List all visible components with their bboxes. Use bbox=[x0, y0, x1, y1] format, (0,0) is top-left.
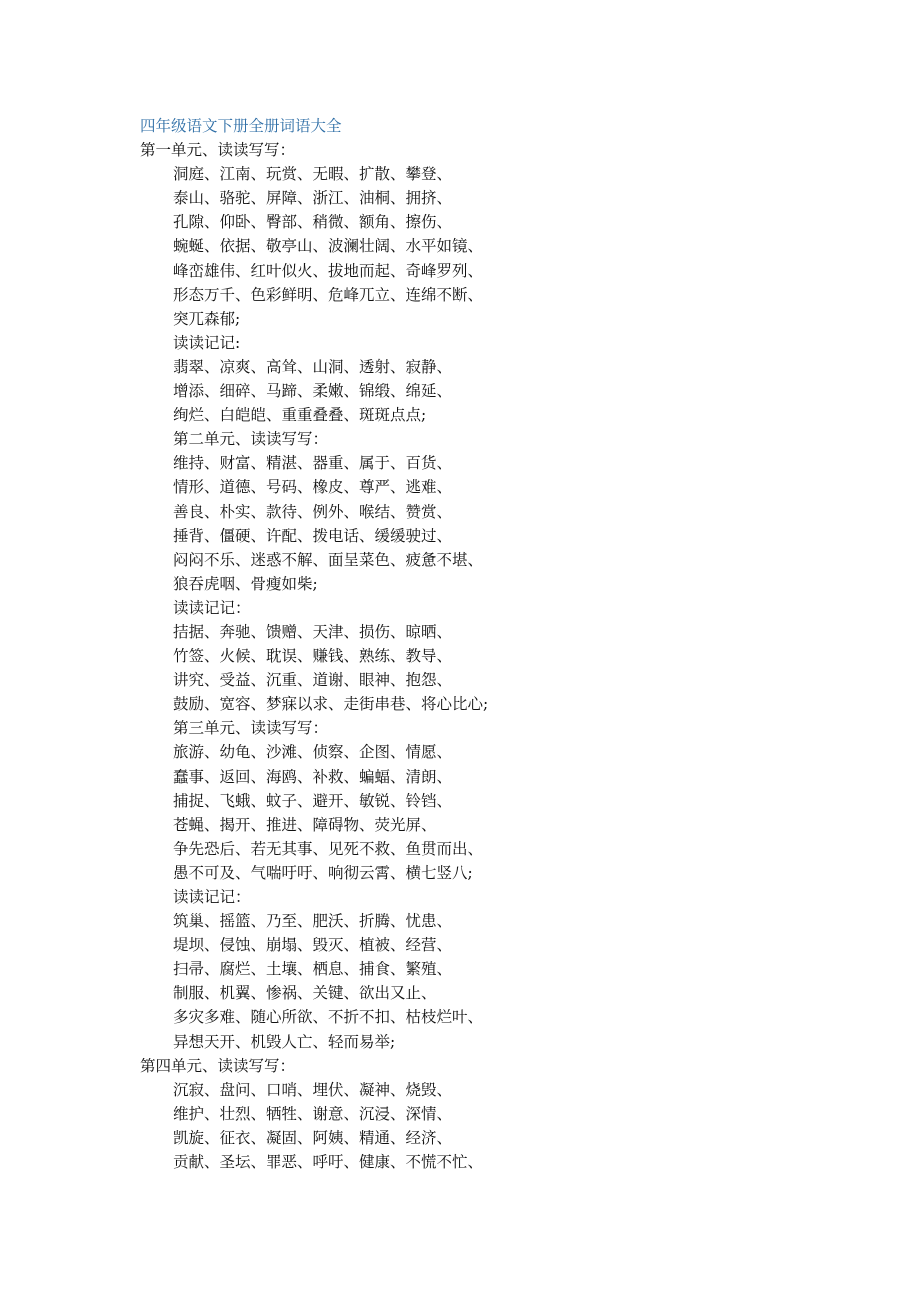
text-line: 旅游、幼龟、沙滩、侦察、企图、情愿、 bbox=[173, 743, 453, 762]
text-line: 第四单元、读读写写： bbox=[140, 1056, 296, 1075]
text-line: 读读记记： bbox=[173, 598, 251, 617]
text-line: 突兀森郁; bbox=[173, 309, 241, 328]
text-line: 蠢事、返回、海鸥、补救、蝙蝠、清朗、 bbox=[173, 767, 453, 786]
text-line: 筑巢、摇篮、乃至、肥沃、折腾、忧患、 bbox=[173, 912, 453, 931]
text-line: 情形、道德、号码、橡皮、尊严、逃难、 bbox=[173, 478, 453, 497]
text-line: 鼓励、宽容、梦寐以求、走街串巷、将心比心; bbox=[173, 695, 489, 714]
text-line: 泰山、骆驼、屏障、浙江、油桐、拥挤、 bbox=[173, 189, 453, 208]
text-line: 讲究、受益、沉重、道谢、眼神、抱怨、 bbox=[173, 671, 453, 690]
text-line: 峰峦雄伟、红叶似火、拔地而起、奇峰罗列、 bbox=[173, 261, 484, 280]
text-line: 读读记记: bbox=[173, 333, 241, 352]
text-line: 愚不可及、气喘吁吁、响彻云霄、横七竖八; bbox=[173, 863, 473, 882]
text-line: 堤坝、侵蚀、崩塌、毁灭、植被、经营、 bbox=[173, 936, 453, 955]
text-line: 捕捉、飞蛾、蚊子、避开、敏锐、铃铛、 bbox=[173, 791, 453, 810]
text-line: 凯旋、征衣、凝固、阿姨、精通、经济、 bbox=[173, 1128, 453, 1147]
vocabulary-list bbox=[140, 138, 840, 1174]
text-line: 多灾多难、随心所欲、不折不扣、枯枝烂叶、 bbox=[173, 1008, 484, 1027]
text-line: 争先恐后、若无其事、见死不救、鱼贯而出、 bbox=[173, 839, 484, 858]
text-line: 异想天开、机毁人亡、轻而易举; bbox=[173, 1032, 396, 1051]
text-line: 维护、壮烈、牺牲、谢意、沉浸、深情、 bbox=[173, 1104, 453, 1123]
text-line: 第三单元、读读写写： bbox=[173, 719, 329, 738]
text-line: 第二单元、读读写写： bbox=[173, 430, 329, 449]
text-line: 制服、机翼、惨祸、关键、欲出又止、 bbox=[173, 984, 437, 1003]
text-line: 捶背、僵硬、许配、拨电话、缓缓驶过、 bbox=[173, 526, 453, 545]
text-line: 苍蝇、揭开、推进、障碍物、荧光屏、 bbox=[173, 815, 437, 834]
text-line: 洞庭、江南、玩赏、无暇、扩散、攀登、 bbox=[173, 165, 453, 184]
text-line: 闷闷不乐、迷惑不解、面呈菜色、疲惫不堪、 bbox=[173, 550, 484, 569]
document-title: 四年级语文下册全册词语大全 bbox=[140, 117, 342, 135]
text-line: 孔隙、仰卧、臀部、稍微、额角、擦伤、 bbox=[173, 213, 453, 232]
text-line: 增添、细碎、马蹄、柔嫩、锦缎、绵延、 bbox=[173, 382, 453, 401]
text-line: 沉寂、盘问、口哨、埋伏、凝神、烧毁、 bbox=[173, 1080, 453, 1099]
text-line: 翡翠、凉爽、高耸、山洞、透射、寂静、 bbox=[173, 357, 453, 376]
text-line: 维持、财富、精湛、器重、属于、百货、 bbox=[173, 454, 453, 473]
text-line: 善良、朴实、款待、例外、喉结、赞赏、 bbox=[173, 502, 453, 521]
text-line: 拮据、奔驰、馈赠、天津、损伤、晾晒、 bbox=[173, 622, 453, 641]
text-line: 读读记记： bbox=[173, 888, 251, 906]
text-line: 绚烂、白皑皑、重重叠叠、斑斑点点; bbox=[173, 406, 427, 425]
text-line: 蜿蜒、依据、敬亭山、波澜壮阔、水平如镜、 bbox=[173, 237, 484, 256]
text-line: 形态万千、色彩鲜明、危峰兀立、连绵不断、 bbox=[173, 285, 484, 304]
text-line: 狼吞虎咽、骨瘦如柴; bbox=[173, 574, 318, 593]
text-line: 贡献、圣坛、罪恶、呼吁、健康、不慌不忙、 bbox=[173, 1153, 484, 1172]
text-line: 扫帚、腐烂、土壤、栖息、捕食、繁殖、 bbox=[173, 960, 453, 979]
document-body bbox=[140, 114, 840, 1174]
text-line: 竹签、火候、耽误、赚钱、熟练、教导、 bbox=[173, 647, 453, 666]
text-line: 第一单元、读读写写： bbox=[140, 141, 296, 160]
